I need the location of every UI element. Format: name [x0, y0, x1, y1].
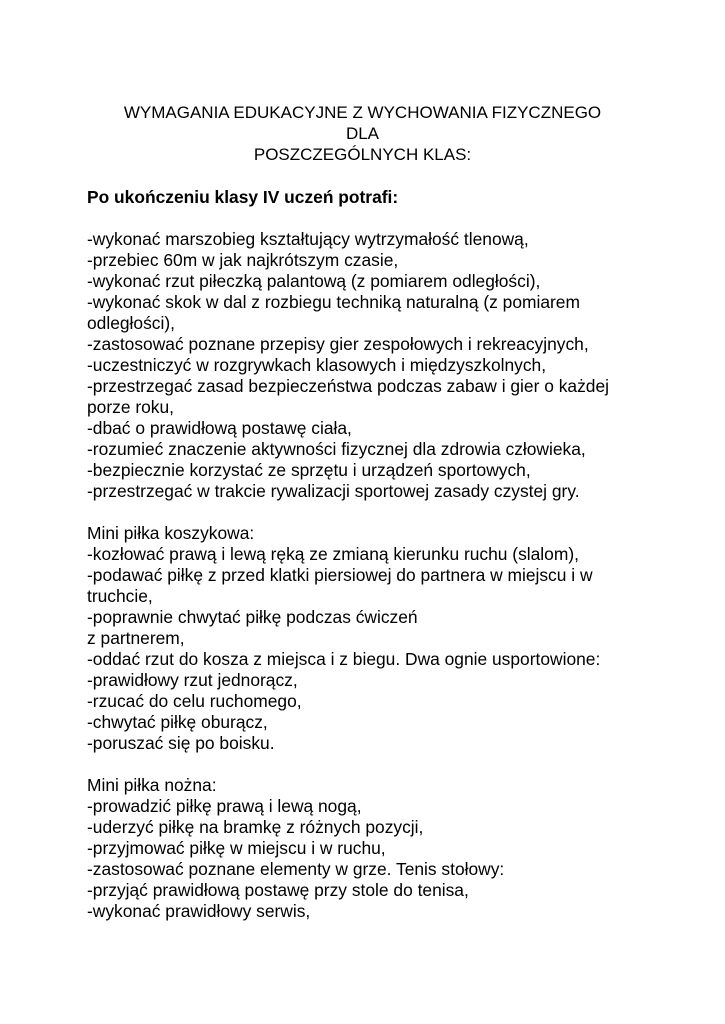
requirement-line: -prowadzić piłkę prawą i lewą nogą,: [87, 796, 362, 816]
title-line-3: POSZCZEGÓLNYCH KLAS:: [253, 145, 472, 164]
requirement-line: -wykonać rzut piłeczką palantową (z pomiarem odległości),: [87, 271, 541, 291]
requirement-line: -poprawnie chwytać piłkę podczas ćwiczeń: [87, 607, 418, 627]
requirement-line: z partnerem,: [87, 628, 185, 648]
requirement-line: -podawać piłkę z przed klatki piersiowej do partnera w miejscu i w: [87, 565, 593, 585]
requirement-line: -wykonać skok w dal z rozbiegu techniką naturalną (z pomiarem: [87, 292, 580, 312]
requirement-line: -przyjmować piłkę w miejscu i w ruchu,: [87, 838, 386, 858]
title-line-1: WYMAGANIA EDUKACYJNE Z WYCHOWANIA FIZYCZNEGO: [123, 103, 602, 122]
requirement-line: -przebiec 60m w jak najkrótszym czasie,: [87, 250, 399, 270]
requirement-line: -rzucać do celu ruchomego,: [87, 691, 302, 711]
requirement-line: -przestrzegać zasad bezpieczeństwa podczas zabaw i gier o każdej: [87, 376, 609, 396]
requirement-line: -uczestniczyć w rozgrywkach klasowych i międzyszkolnych,: [87, 355, 547, 375]
spacer: [87, 502, 687, 523]
requirement-line: -przyjąć prawidłową postawę przy stole do tenisa,: [87, 880, 469, 900]
requirement-line: truchcie,: [87, 586, 153, 606]
requirement-line: -oddać rzut do kosza z miejsca i z biegu. Dwa ognie usportowione:: [87, 649, 601, 669]
requirement-line: -uderzyć piłkę na bramkę z różnych pozycji,: [87, 817, 424, 837]
requirement-line: -kozłować prawą i lewą ręką ze zmianą kierunku ruchu (slalom),: [87, 544, 579, 564]
requirement-line: -poruszać się po boisku.: [87, 733, 275, 753]
requirement-line: -chwytać piłkę oburącz,: [87, 712, 268, 732]
requirement-line: -wykonać marszobieg kształtujący wytrzymałość tlenową,: [87, 229, 529, 249]
requirement-line: -wykonać prawidłowy serwis,: [87, 901, 311, 921]
section-heading-klasa-iv: Po ukończeniu klasy IV uczeń potrafi:: [87, 187, 399, 207]
requirement-line: -rozumieć znaczenie aktywności fizycznej dla zdrowia człowieka,: [87, 439, 586, 459]
requirement-line: odległości),: [87, 313, 175, 333]
spacer: [87, 754, 687, 775]
requirement-line: -zastosować poznane elementy w grze. Tenis stołowy:: [87, 859, 505, 879]
title-line-2: DLA: [345, 124, 380, 143]
requirement-line: -zastosować poznane przepisy gier zespołowych i rekreacyjnych,: [87, 334, 589, 354]
requirement-line: -dbać o prawidłową postawę ciała,: [87, 418, 352, 438]
spacer: [87, 208, 687, 229]
requirement-line: -przestrzegać w trakcie rywalizacji sportowej zasady czystej gry.: [87, 481, 580, 501]
section-heading-nozna: Mini piłka nożna:: [87, 775, 217, 795]
requirement-line: porze roku,: [87, 397, 174, 417]
document-title: [0, 102, 725, 165]
requirement-line: -prawidłowy rzut jednorącz,: [87, 670, 298, 690]
section-heading-koszykowa: Mini piłka koszykowa:: [87, 523, 255, 543]
document-body: [87, 187, 687, 922]
requirement-line: -bezpiecznie korzystać ze sprzętu i urządzeń sportowych,: [87, 460, 531, 480]
